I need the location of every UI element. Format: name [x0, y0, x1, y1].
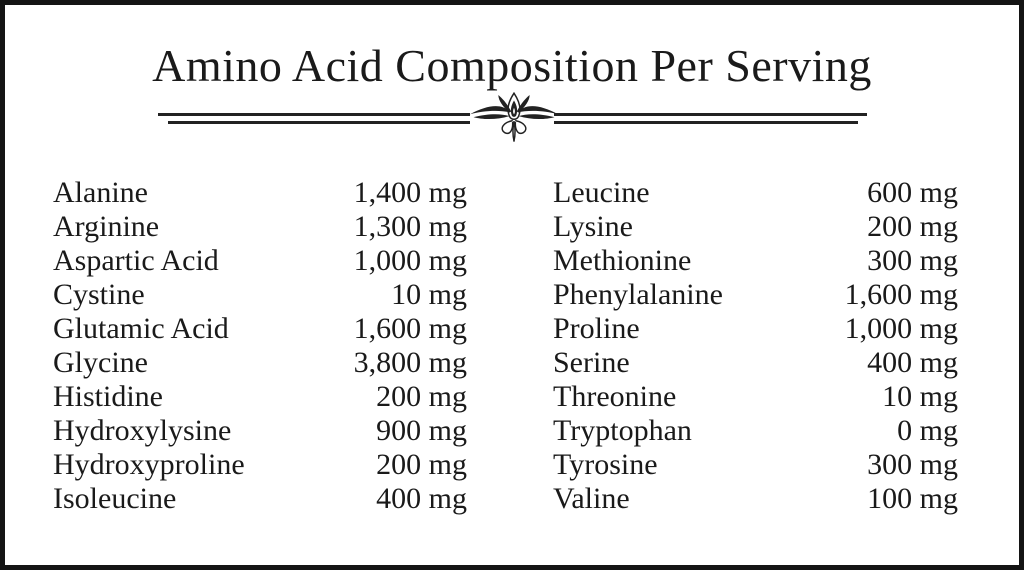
- table-row: [53, 346, 467, 380]
- amino-acid-column-right: [553, 176, 958, 516]
- amino-acid-amount: 1,000 mg: [844, 312, 958, 345]
- amino-acid-name: Tyrosine: [553, 448, 658, 481]
- amino-acid-name: Alanine: [53, 176, 148, 209]
- amino-acid-amount: 3,800 mg: [353, 346, 467, 379]
- amino-acid-name: Hydroxylysine: [53, 414, 232, 447]
- divider-line-bottom-left: [168, 121, 470, 124]
- amino-acid-name: Histidine: [53, 380, 163, 413]
- amino-acid-name: Glutamic Acid: [53, 312, 229, 345]
- table-row: [553, 448, 958, 482]
- amino-acid-name: Lysine: [553, 210, 633, 243]
- amino-acid-amount: 1,300 mg: [353, 210, 467, 243]
- table-row: [53, 244, 467, 278]
- table-row: [553, 414, 958, 448]
- amino-acid-amount: 400 mg: [376, 482, 467, 515]
- amino-acid-column-left: [53, 176, 467, 516]
- table-row: [553, 210, 958, 244]
- amino-acid-name: Aspartic Acid: [53, 244, 219, 277]
- amino-acid-amount: 0 mg: [897, 414, 958, 447]
- table-row: [553, 312, 958, 346]
- amino-acid-amount: 100 mg: [867, 482, 958, 515]
- amino-acid-amount: 200 mg: [867, 210, 958, 243]
- amino-acid-amount: 900 mg: [376, 414, 467, 447]
- amino-acid-name: Hydroxyproline: [53, 448, 245, 481]
- table-row: [53, 414, 467, 448]
- table-row: [553, 380, 958, 414]
- table-row: [53, 482, 467, 516]
- amino-acid-name: Phenylalanine: [553, 278, 723, 311]
- amino-acid-amount: 1,600 mg: [353, 312, 467, 345]
- amino-acid-name: Leucine: [553, 176, 650, 209]
- table-row: [553, 346, 958, 380]
- amino-acid-name: Cystine: [53, 278, 145, 311]
- table-row: [553, 244, 958, 278]
- amino-acid-name: Glycine: [53, 346, 148, 379]
- amino-acid-amount: 10 mg: [882, 380, 958, 413]
- table-row: [553, 176, 958, 210]
- amino-acid-amount: 1,400 mg: [353, 176, 467, 209]
- amino-acid-name: Threonine: [553, 380, 677, 413]
- table-row: [53, 210, 467, 244]
- amino-acid-amount: 300 mg: [867, 244, 958, 277]
- amino-acid-amount: 400 mg: [867, 346, 958, 379]
- table-row: [553, 278, 958, 312]
- amino-acid-name: Serine: [553, 346, 630, 379]
- amino-acid-amount: 1,600 mg: [844, 278, 958, 311]
- table-row: [53, 278, 467, 312]
- table-row: [53, 448, 467, 482]
- table-row: [553, 482, 958, 516]
- amino-acid-amount: 10 mg: [391, 278, 467, 311]
- table-row: [53, 176, 467, 210]
- amino-acid-name: Tryptophan: [553, 414, 692, 447]
- amino-acid-name: Methionine: [553, 244, 692, 277]
- table-row: [53, 380, 467, 414]
- amino-acid-amount: 200 mg: [376, 448, 467, 481]
- amino-acid-amount: 1,000 mg: [353, 244, 467, 277]
- amino-acid-name: Isoleucine: [53, 482, 177, 515]
- amino-acid-amount: 300 mg: [867, 448, 958, 481]
- amino-acid-name: Valine: [553, 482, 630, 515]
- amino-acid-name: Arginine: [53, 210, 160, 243]
- page-title: Amino Acid Composition Per Serving: [152, 40, 872, 91]
- table-row: [53, 312, 467, 346]
- divider-line-top-left: [158, 113, 470, 116]
- divider-line-top-right: [554, 113, 867, 116]
- divider-line-bottom-right: [554, 121, 858, 124]
- lotus-flourish-icon: [468, 91, 560, 145]
- amino-acid-name: Proline: [553, 312, 640, 345]
- amino-acid-amount: 600 mg: [867, 176, 958, 209]
- amino-acid-amount: 200 mg: [376, 380, 467, 413]
